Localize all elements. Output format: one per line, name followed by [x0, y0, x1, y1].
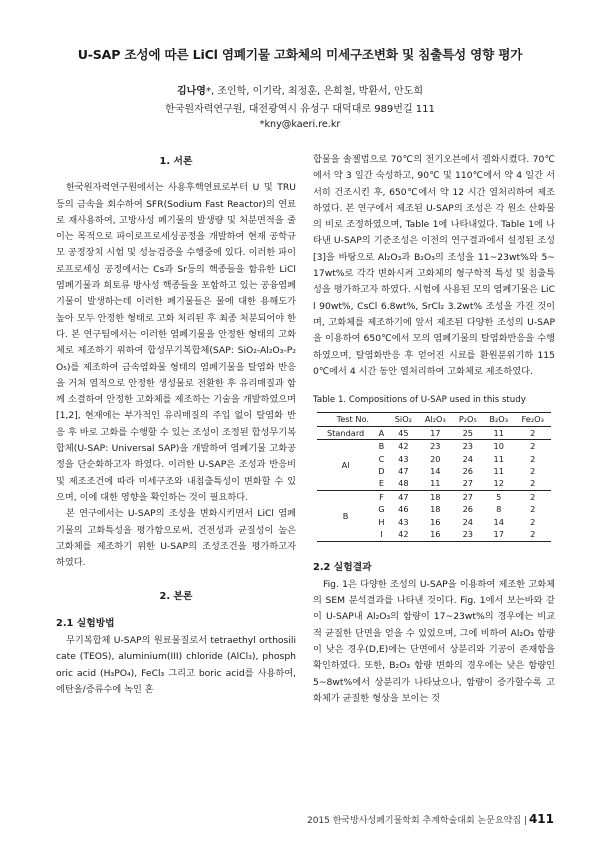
table-cell: 2: [530, 491, 536, 502]
table-cell: 16: [430, 516, 441, 527]
table-cell: 43: [398, 453, 409, 464]
footer-text: 2015 한국방사성폐기물학회 추계학술대회 논문요약집 |: [306, 816, 527, 826]
table-cell: 2: [530, 466, 536, 477]
co-authors: , 조인학, 이기락, 최정훈, 은희철, 박환서, 안도희: [210, 86, 423, 97]
test-id: A: [374, 426, 388, 439]
table-cell: 23: [462, 441, 473, 452]
header-b2o3: B₂O₃: [483, 413, 514, 426]
table-cell: 5: [496, 491, 502, 502]
table-cell: 2: [530, 453, 536, 464]
test-id: F: [379, 491, 384, 502]
table-header-row: [317, 413, 551, 426]
table-cell: 24: [462, 453, 473, 464]
test-id: I: [374, 528, 388, 541]
table-cell: 2: [530, 441, 536, 452]
test-id: C: [378, 453, 385, 464]
results-heading: 2.2 실험결과: [313, 561, 372, 573]
header-sio2: SiO₂: [389, 413, 418, 426]
table-cell: 2: [514, 477, 551, 490]
table-cell: 11: [493, 453, 504, 464]
table-cell: 42: [389, 528, 418, 541]
intro-heading: 1. 서론: [159, 156, 193, 167]
table-cell: 11: [418, 477, 453, 490]
author-email[interactable]: *kny@kaeri.re.kr: [259, 119, 341, 130]
composition-table: [317, 412, 551, 541]
header-fe2o3: Fe₂O₃: [514, 413, 551, 426]
right-column: [313, 152, 555, 707]
table-row: [317, 426, 551, 439]
table-cell: 14: [493, 516, 504, 527]
table-cell: 45: [389, 426, 418, 439]
method-paragraph: 무기복합체 U-SAP의 원료물질로서 tetraethyl orthosilicate (TEOS), aluminium(III) chloride (AlCl₃), phosphoric acid (H₃PO₄), FeCl₃ 그리고 boric acid를 사용하여, 에탄올/증류수에 녹인 혼: [56, 635, 296, 695]
test-id: H: [378, 516, 385, 527]
results-paragraph: Fig. 1은 다양한 조성의 U-SAP을 이용하여 제조한 고화체의 SEM 분석결과를 나타낸 것이다. Fig. 1에서 보는바와 같이 U-SAP내 Al₂O₃의 함량이 17~23wt%의 경우에는 비교적 균질한 단면을 얻을 수 있었으며, 그에 비하여 Al₂O₃ 함량이 낮은 경우(D,E)에는 단면에서 상분리와 기공이 존재함을 확인하였다. 또한, B₂O₃ 함량 변화의 경우에는 낮은 함량인 5~8wt%에서 상분리가 나타났으나, 함량이 증가할수록 고화체가 균질한 형상을 보이는 것: [313, 578, 555, 704]
corresponding-mark: *: [205, 86, 211, 97]
table-cell: 18: [430, 491, 441, 502]
table-cell: 26: [462, 504, 473, 515]
intro-paragraph-1: 한국원자력연구원에서는 사용후핵연료로부터 U 및 TRU 등의 금속을 회수하여 SFR(Sodium Fast Reactor)의 연료로 재사용하여, 고방사성 폐기물의 발생량 및 처분면적을 줄이는 목적으로 파이로프로세싱공정을 개발하여 현재 공학규모 공정장치 시험 및 성능검증을 수행중에 있다. 이러한 파이로프로세싱 공정에서는 Cs과 Sr등의 핵종들을 함유한 LiCl 염폐기물과 희토류 방사성 핵종들을 포함하고 있는 공융염폐기물이 발생하는데 이러한 폐기물들은 물에 대한 용해도가 높아 모두 안정한 형태로 고화 처리된 후 최종 처분되어야 한다. 본 연구팀에서는 이러한 염폐기물을 안정한 형태의 고화체로 제조하기 위하여 합성무기복합체(SAP: SiO₂-Al₂O₃-P₂O₅)를 제조하여 금속염화물 형태의 염폐기물을 탈염화 반응을 거쳐 열적으로 안정한 생성물로 전환한 후 유리매질과 함께 소결하여 안정한 고화체를 제조하는 기술을 개발하였으며[1,2], 현재에는 부가적인 유리매질의 주입 없이 탈염화 반응 후 바로 고화를 수행할 수 있는 조성이 조정된 합성무기복합체(U-SAP: Universal SAP)을 개발하여 염폐기물 고화공정을 단순화하고자 하였다. 이러한 U-SAP은 조성과 반응비 및 제조조건에 따라 미세구조와 내침출특성이 변화할 수 있으며, 이에 대한 영향을 확인하는 것이 필요하다.: [56, 182, 296, 503]
table-cell: 47: [398, 466, 409, 477]
table-cell: 47: [398, 491, 409, 502]
table-cell: 23: [453, 528, 483, 541]
method-paragraph-continued: 합물을 솔젤법으로 70℃의 전기오븐에서 겔화시켰다. 70℃에서 약 3 일간 숙성하고, 90℃ 및 110℃에서 약 4 일간 서서히 건조시킨 후, 650℃에서 약 12 시간 열처리하여 제조하였다. 본 연구에서 제조된 U-SAP의 조성은 각 원소 산화물의 비로 조정하였으며, Table 1에 나타내었다. Table 1에 나타낸 U-SAP의 기준조성은 이전의 연구결과에서 설정된 조성[3]을 바탕으로 Al₂O₃과 B₂O₃의 조성을 11~23wt%와 5~17wt%로 각각 변화시켜 고화체의 형구학적 특성 및 침출특성을 평가하고자 하였다. 시험에 사용된 모의 염폐기물은 LiCl 90wt%, CsCl 6.8wt%, SrCl₂ 3.2wt% 조성을 가진 것이며, 고화체를 제조하기에 앞서 제조된 다양한 조성의 U-SAP을 이용하여 650℃에서 모의 염폐기물의 탈염화반응을 수행하였으며, 탈염화반응 후 얻어진 시료를 환원분위기하 1150℃에서 4 시간 동안 열처리하여 고화체로 제조하였다.: [313, 154, 555, 377]
method-heading: 2.1 실험방법: [56, 617, 115, 629]
table-cell: 43: [398, 516, 409, 527]
table-cell: 14: [430, 466, 441, 477]
table-cell: 8: [496, 504, 502, 515]
page-footer: [307, 812, 554, 826]
table-cell: 2: [530, 504, 536, 515]
table-cell: 20: [430, 453, 441, 464]
table-cell: 27: [453, 477, 483, 490]
table-caption: Table 1. Compositions of U-SAP used in this study: [313, 395, 526, 406]
table-cell: 48: [389, 477, 418, 490]
table-cell: 17: [483, 528, 514, 541]
corresponding-author: 김나영: [176, 86, 206, 97]
header-p2o5: P₂O₅: [453, 413, 483, 426]
table-cell: 46: [398, 504, 409, 515]
table-cell: 27: [462, 491, 473, 502]
table-cell: 42: [398, 441, 409, 452]
table-cell: 25: [453, 426, 483, 439]
body-heading: 2. 본론: [159, 591, 193, 603]
author-list: [30, 82, 570, 97]
table-cell: 24: [462, 516, 473, 527]
test-id: B: [378, 441, 385, 452]
table-cell: 2: [514, 426, 551, 439]
table-cell: 23: [430, 441, 441, 452]
header-al2o3: Al₂O₃: [418, 413, 453, 426]
left-column: [56, 152, 296, 698]
group-label: B: [317, 490, 374, 541]
table-cell: 12: [483, 477, 514, 490]
table-cell: 2: [514, 528, 551, 541]
group-label: Al: [317, 440, 374, 491]
test-id: E: [374, 477, 388, 490]
intro-paragraph-2: 본 연구에서는 U-SAP의 조성을 변화시키면서 LiCl 염폐기물의 고화특성을 평가함으로써, 건전성과 균질성이 높은 고화체를 제조하기 위한 U-SAP의 조성조건을 평가하고자 하였다.: [56, 508, 296, 569]
table-cell: 11: [483, 426, 514, 439]
test-id: D: [378, 466, 385, 477]
affiliation: 한국원자력연구원, 대전광역시 유성구 대덕대로 989번길 111: [165, 104, 435, 115]
table-cell: 11: [493, 466, 504, 477]
test-id: G: [378, 504, 385, 515]
group-label: Standard: [317, 426, 374, 439]
table-row: [317, 440, 551, 453]
table-cell: 10: [493, 441, 504, 452]
table-cell: 2: [530, 516, 536, 527]
table-cell: 18: [430, 504, 441, 515]
header-test-no: Test No.: [317, 413, 389, 426]
table-row: [317, 490, 551, 503]
paper-title: U-SAP 조성에 따른 LiCl 염폐기물 고화체의 미세구조변화 및 침출특성 영향 평가: [77, 47, 523, 62]
table-cell: 26: [462, 466, 473, 477]
page-number: 411: [528, 812, 554, 826]
table-cell: 16: [418, 528, 453, 541]
table-cell: 17: [418, 426, 453, 439]
